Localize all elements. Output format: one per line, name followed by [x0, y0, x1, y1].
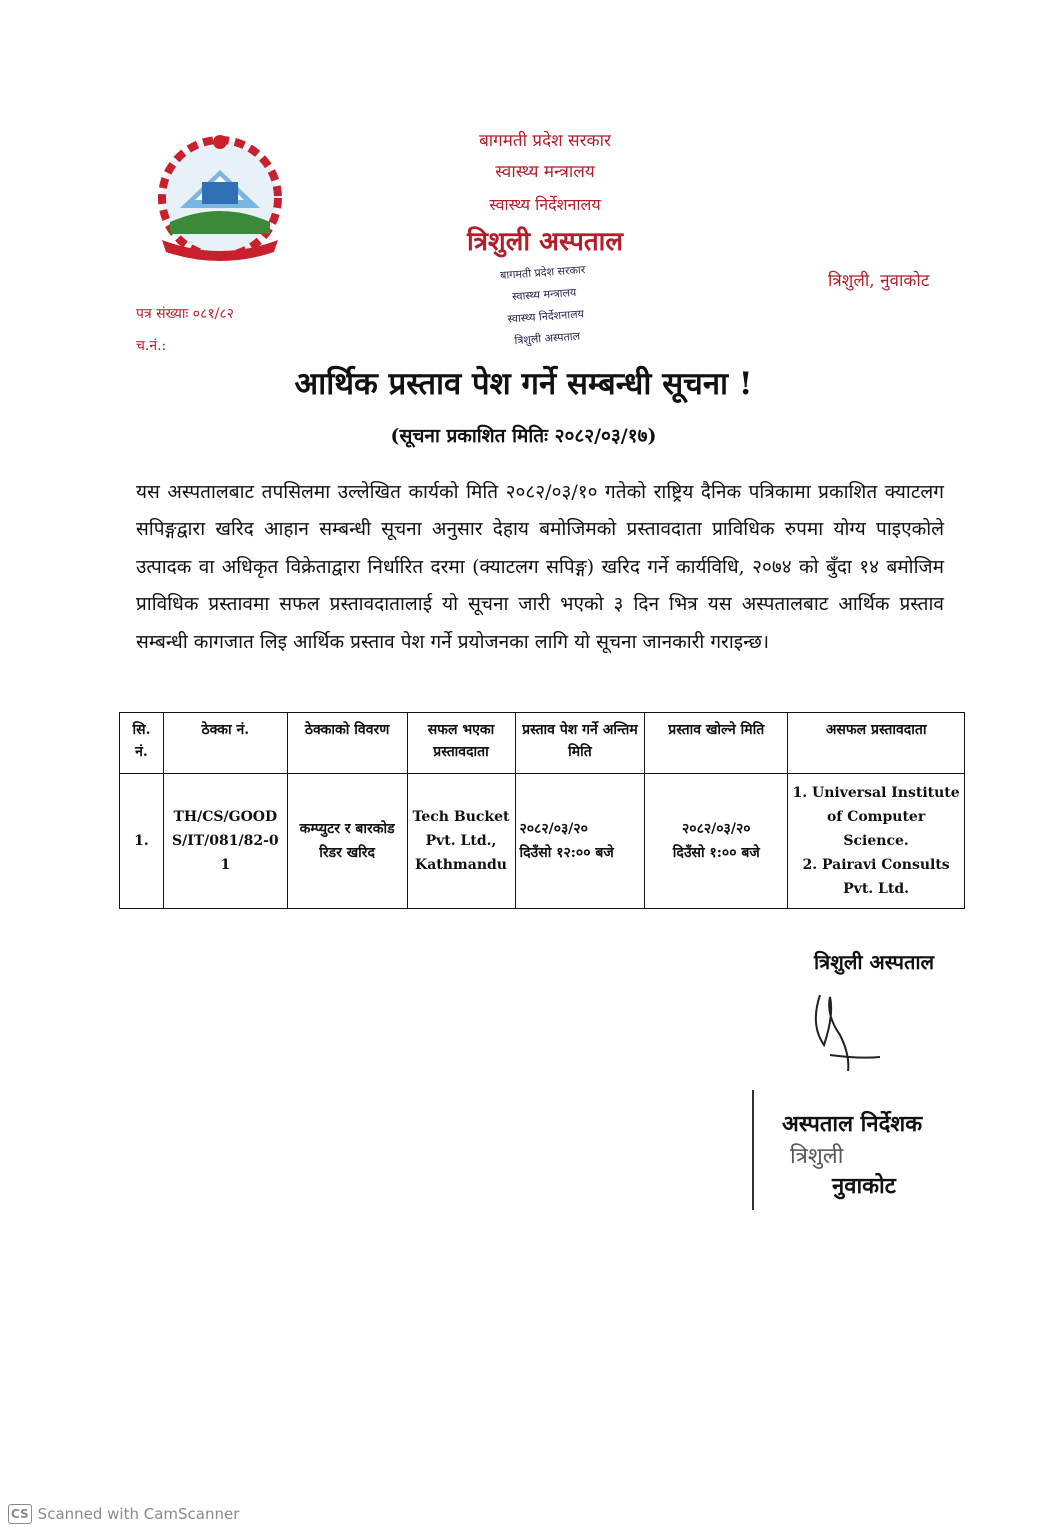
- opening-time: दिउँसो १:०० बजे: [672, 845, 760, 861]
- seal-title: अस्पताल निर्देशक: [782, 1111, 923, 1137]
- signatory-organization: त्रिशुली अस्पताल: [814, 950, 935, 974]
- scanner-text: Scanned with CamScanner: [37, 1505, 240, 1523]
- cell-description: कम्प्युटर र बारकोड रिडर खरिद: [287, 774, 407, 909]
- location: त्रिशुली, नुवाकोट: [828, 271, 930, 291]
- stamp-line: बागमती प्रदेश सरकार: [499, 263, 586, 283]
- deadline-time: दिउँसो १२:०० बजे: [519, 845, 614, 861]
- notice-title: आर्थिक प्रस्ताव पेश गर्ने सम्बन्धी सूचना !: [294, 366, 753, 402]
- unsuccessful-bidder: 2. Pairavi Consults Pvt. Ltd.: [802, 857, 950, 897]
- hospital-name: त्रिशुली अस्पताल: [466, 227, 624, 257]
- gov-name: बागमती प्रदेश सरकार: [479, 131, 611, 151]
- table-header-row: [120, 713, 965, 774]
- opening-date: २०८२/०३/२०: [682, 821, 751, 837]
- header-opening-date: प्रस्ताव खोल्ने मिति: [645, 713, 788, 774]
- signature-icon: [790, 985, 900, 1085]
- cell-successful-bidder: Tech Bucket Pvt. Ltd., Kathmandu: [407, 774, 515, 909]
- cell-submission-deadline: [515, 774, 645, 909]
- directorate-name: स्वास्थ्य निर्देशनालय: [489, 195, 601, 214]
- cell-sn: 1.: [120, 774, 164, 909]
- nepal-emblem-icon: [140, 130, 300, 270]
- header-successful-bidder: सफल भएका प्रस्तावदाता: [407, 713, 515, 774]
- camscanner-icon: CS: [8, 1504, 32, 1524]
- scanner-watermark: [8, 1504, 239, 1524]
- seal-district: नुवाकोट: [832, 1173, 896, 1199]
- stamp-line: त्रिशुली अस्पताल: [514, 329, 581, 348]
- letterhead: [400, 126, 690, 262]
- dispatch-number: च.नं.:: [136, 338, 167, 354]
- deadline-date: २०८२/०३/२०: [519, 821, 588, 837]
- unsuccessful-bidder: 1. Universal Institute of Computer Science.: [792, 785, 960, 849]
- table-row: [120, 774, 965, 909]
- seal-place: त्रिशुली: [790, 1144, 844, 1169]
- published-date: (सूचना प्रकाशित मितिः २०८२/०३/१७): [390, 425, 657, 447]
- cell-unsuccessful-bidders: [788, 774, 965, 909]
- office-stamp: [467, 257, 623, 355]
- header-description: ठेक्काको विवरण: [287, 713, 407, 774]
- stamp-line: स्वास्थ्य मन्त्रालय: [511, 285, 577, 304]
- bidder-table: [119, 712, 965, 909]
- header-contract-no: ठेक्का नं.: [163, 713, 287, 774]
- header-unsuccessful-bidders: असफल प्रस्तावदाता: [788, 713, 965, 774]
- cell-opening-date: [645, 774, 788, 909]
- ministry-name: स्वास्थ्य मन्त्रालय: [495, 162, 595, 182]
- header-submission-deadline: प्रस्ताव पेश गर्ने अन्तिम मिति: [515, 713, 645, 774]
- reference-number: पत्र संख्याः ०८१/८२: [136, 306, 234, 322]
- cell-contract-no: TH/CS/GOODS/IT/081/82-01: [163, 774, 287, 909]
- notice-body: यस अस्पतालबाट तपसिलमा उल्लेखित कार्यको मिति २०८२/०३/१० गतेको राष्ट्रिय दैनिक पत्रिकामा प्रकाशित क्याटलग सपिङ्गद्वारा खरिद आहान सम्बन्धी सूचना अनुसार देहाय बमोजिमको प्रस्तावदाता प्राविधिक रुपमा योग्य पाइएकोले उत्पादक वा अधिकृत विक्रेताद्वारा निर्धारित दरमा (क्याटलग सपिङ्ग) खरिद गर्ने कार्यविधि, २०७४ को बुँदा १४ बमोजिम प्राविधिक प्रस्तावमा सफल प्रस्तावदातालाई यो सूचना जारी भएको ३ दिन भित्र यस अस्पतालबाट आर्थिक प्रस्ताव सम्बन्धी कागजात लिइ आर्थिक प्रस्ताव पेश गर्ने प्रयोजनका लागि यो सूचना जानकारी गराइन्छ।: [136, 481, 944, 653]
- stamp-line: स्वास्थ्य निर्देशनालय: [507, 307, 585, 326]
- header-sn: सि. नं.: [120, 713, 164, 774]
